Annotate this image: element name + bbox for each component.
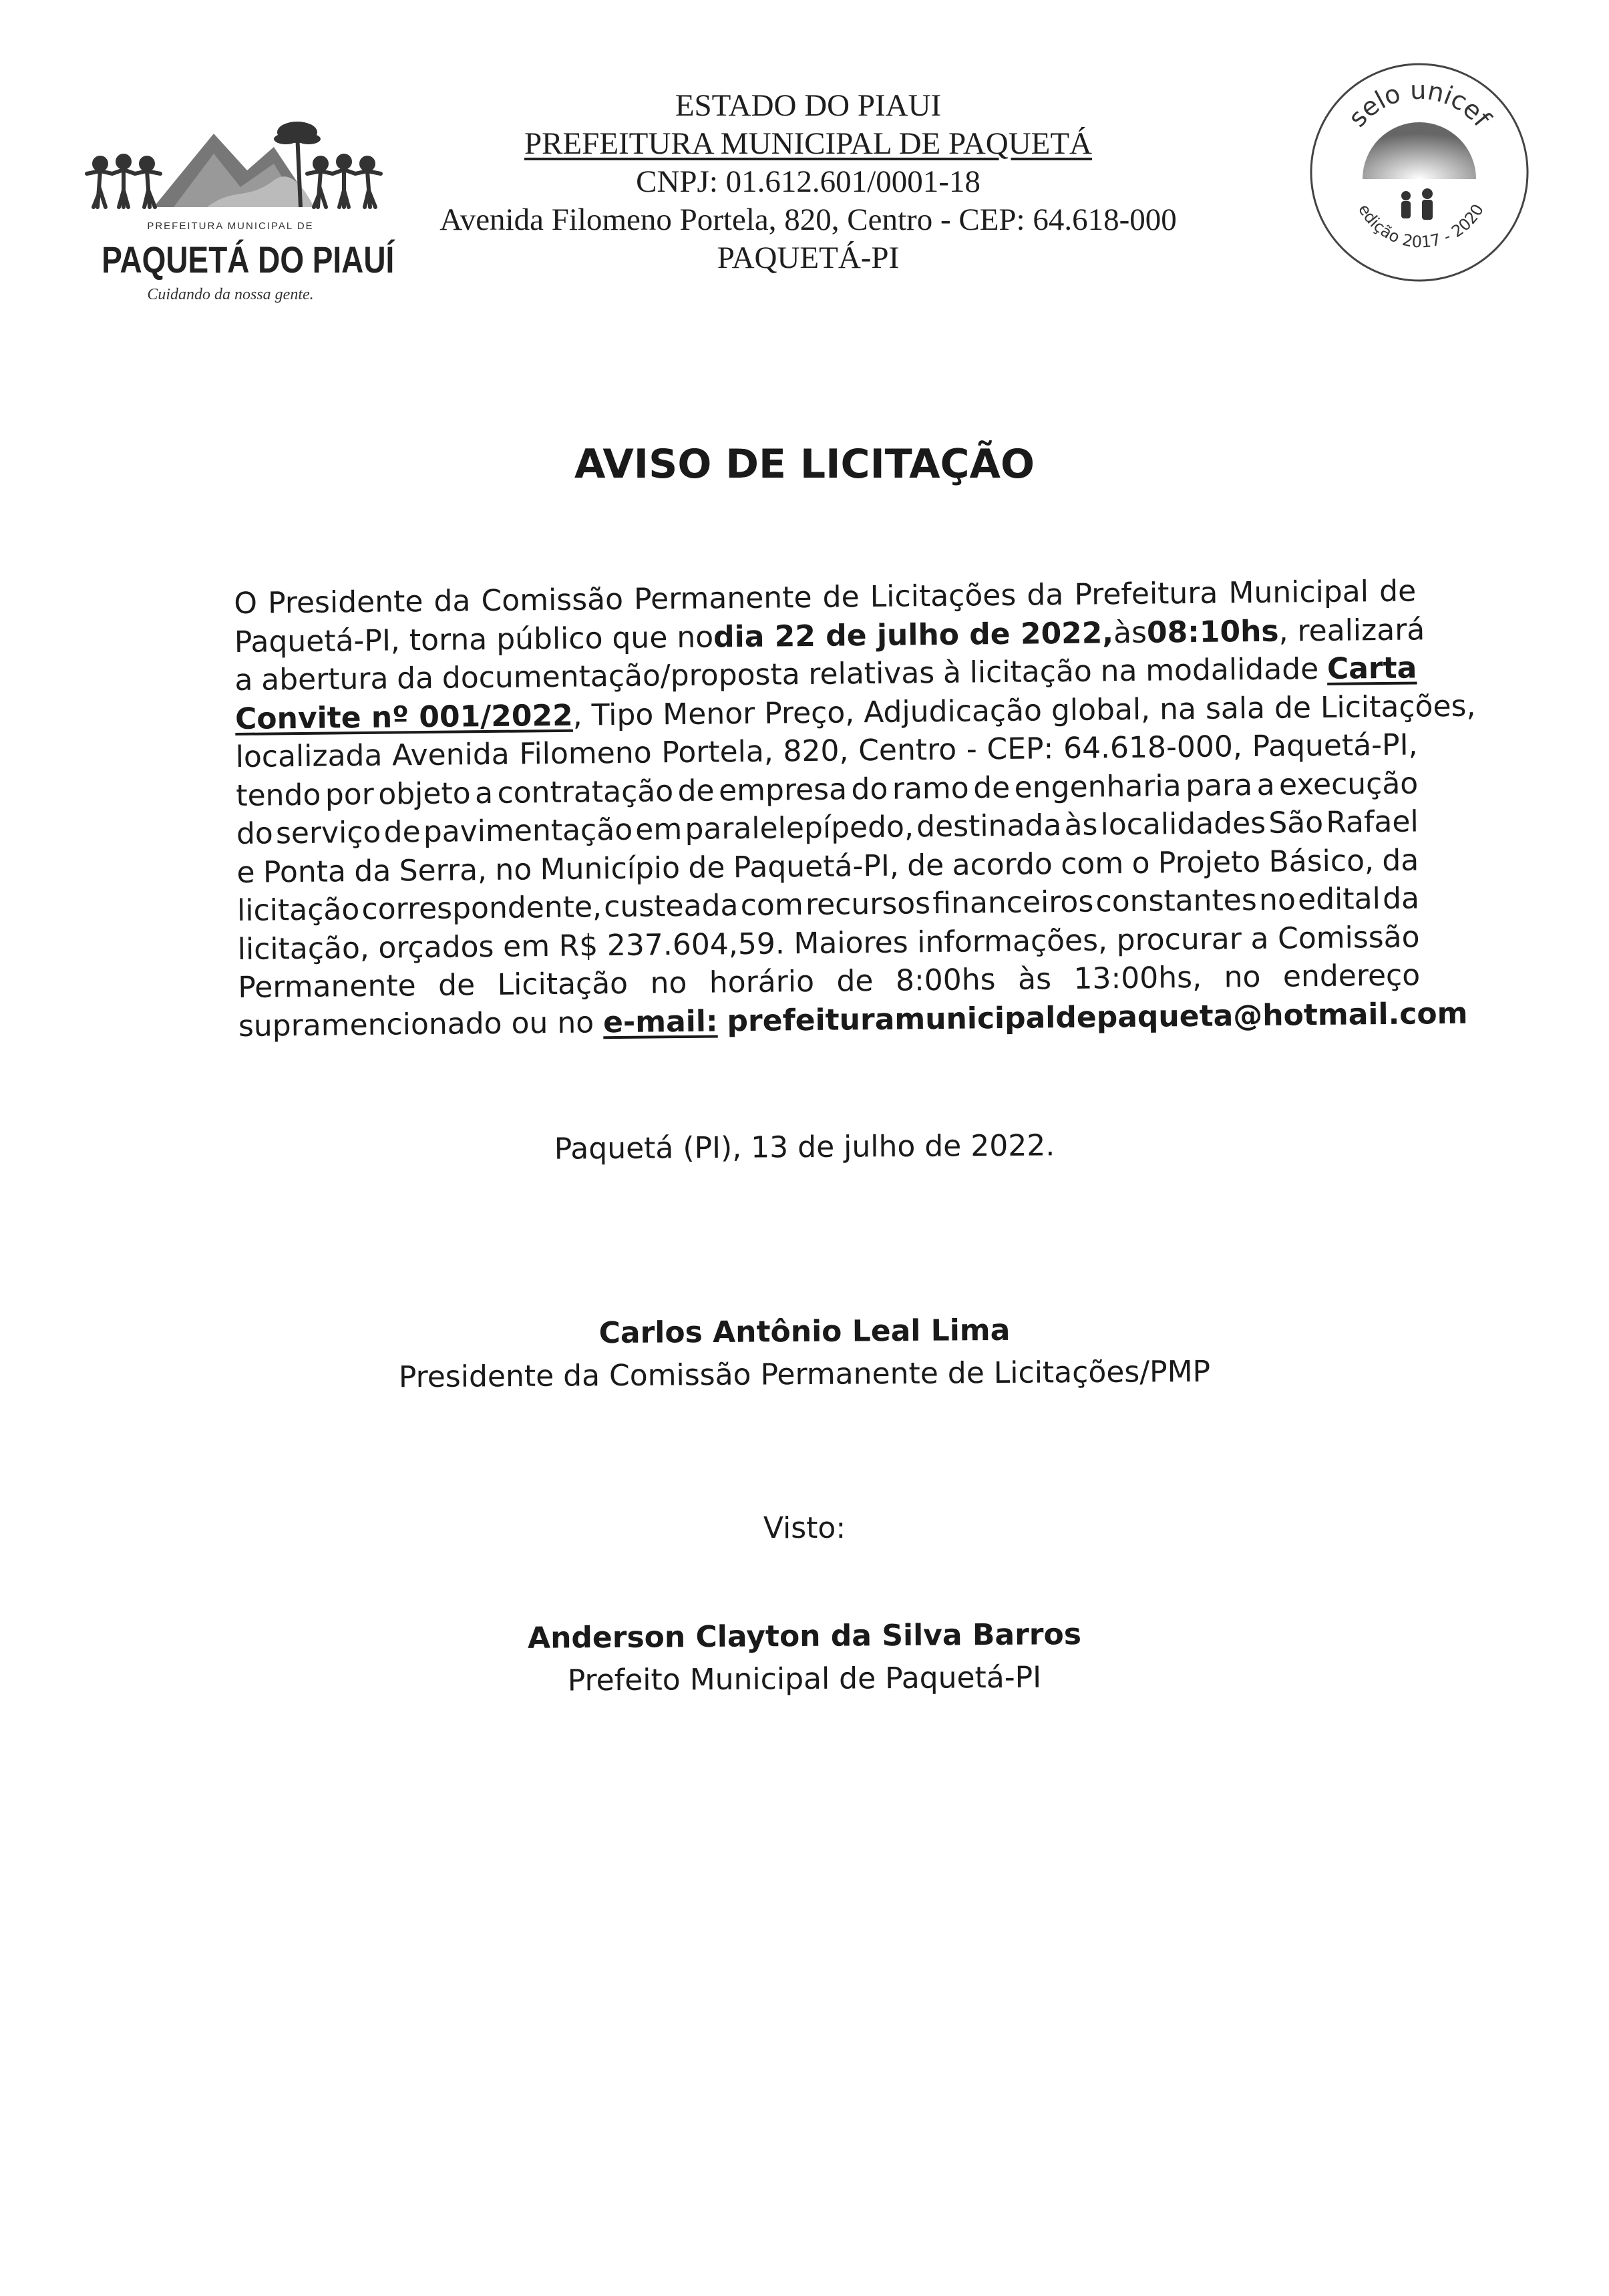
word: localizada	[235, 738, 383, 774]
word: 8:00hs	[895, 963, 996, 998]
word: destinada	[916, 808, 1062, 844]
word: paralelepípedo,	[685, 810, 914, 846]
municipality-logo	[73, 107, 395, 321]
mayor-role: Prefeito Municipal de Paquetá-PI	[567, 1660, 1042, 1698]
logo-small-text: PREFEITURA MUNICIPAL DE	[147, 220, 314, 232]
word: modalidade	[1145, 652, 1319, 688]
word: Comissão	[481, 582, 624, 619]
word: recursos	[805, 886, 931, 923]
header-prefecture: PREFEITURA MUNICIPAL DE PAQUETÁ	[524, 126, 1093, 161]
word: Paquetá-PI,	[733, 848, 900, 884]
word: Permanente	[238, 969, 416, 1005]
word: Centro	[858, 732, 957, 768]
word: a	[1256, 768, 1275, 802]
word: Ponta	[262, 854, 347, 890]
word: da	[1382, 842, 1419, 878]
word: da	[1027, 577, 1064, 613]
word: -	[966, 732, 978, 767]
text-segment: Paquetá-PI, torna público que no	[234, 619, 714, 659]
word: Rafael	[1326, 804, 1419, 840]
word: O	[234, 586, 258, 621]
word: engenharia	[1014, 768, 1182, 805]
word: à	[942, 655, 962, 690]
word: Básico,	[1268, 843, 1375, 879]
seal-badge-icon	[1306, 59, 1533, 286]
word: tendo	[236, 778, 321, 813]
word: Comissão	[1277, 919, 1420, 956]
word: da	[1382, 881, 1420, 917]
word: do	[851, 772, 888, 806]
modality-emphasis: Carta	[1326, 651, 1417, 686]
word: horário	[709, 964, 815, 1000]
word: com	[740, 888, 803, 923]
word: serviço	[275, 815, 381, 851]
text-segment: , realizará	[1278, 612, 1425, 649]
word: correspondente,	[361, 890, 602, 927]
word: de	[677, 773, 715, 808]
seal-top-text: selo unicef	[1342, 75, 1497, 133]
logo-slogan: Cuidando da nossa gente.	[147, 286, 314, 303]
word: de	[972, 770, 1011, 805]
word: execução	[1278, 766, 1419, 802]
text-segment: às	[1113, 615, 1147, 650]
document-title: AVISO DE LICITAÇÃO	[574, 441, 1035, 488]
word: ramo	[892, 770, 969, 806]
word: às	[1017, 962, 1052, 997]
word: abertura	[260, 661, 389, 697]
word: para	[1185, 768, 1253, 803]
seal-bottom-text: edição 2017 - 2020	[1354, 200, 1488, 252]
word: R$	[558, 928, 598, 963]
word: da	[396, 661, 434, 696]
word: a	[234, 663, 253, 697]
word: financeiros	[932, 884, 1094, 921]
unicef-seal	[1306, 59, 1533, 286]
word: no	[495, 852, 532, 887]
mayor-name: Anderson Clayton da Silva Barros	[527, 1617, 1082, 1655]
word: por	[325, 777, 375, 812]
header-cnpj: CNPJ: 01.612.601/0001-18	[636, 164, 980, 199]
header-city: PAQUETÁ-PI	[717, 240, 900, 275]
word: contratação	[497, 774, 674, 810]
word: Licitação	[497, 966, 629, 1002]
word: em	[502, 929, 550, 964]
word: Paquetá-PI,	[1252, 727, 1418, 764]
notice-paragraph	[234, 572, 1476, 1045]
signer-name: Carlos Antônio Leal Lima	[598, 1313, 1011, 1351]
word: licitação	[969, 654, 1093, 690]
word: da	[354, 854, 391, 888]
modality-emphasis: Convite nº 001/2022	[234, 698, 573, 736]
word: às	[1064, 808, 1098, 842]
word: de	[836, 964, 874, 999]
word: a	[474, 776, 494, 810]
word: a	[1250, 921, 1269, 956]
signer-role: Presidente da Comissão Permanente de Licitações/PMP	[398, 1354, 1211, 1395]
email-label: e-mail:	[602, 1003, 718, 1039]
word: custeada	[603, 888, 739, 925]
word: relativas	[808, 656, 935, 691]
word: procurar	[1116, 921, 1242, 957]
logo-name: PAQUETÁ DO PIAUÍ	[102, 238, 395, 281]
word: Projeto	[1157, 844, 1261, 880]
word: endereço	[1282, 958, 1421, 994]
word: Permanente	[633, 580, 812, 617]
word: da	[433, 584, 471, 619]
word: empresa	[718, 772, 848, 808]
word: constantes	[1095, 882, 1258, 919]
word: 13:00hs,	[1073, 960, 1202, 996]
header-state: ESTADO DO PIAUI	[675, 88, 942, 123]
word: licitação	[236, 892, 360, 928]
date-line: Paquetá (PI), 13 de julho de 2022.	[554, 1128, 1055, 1166]
word: com	[1060, 846, 1124, 881]
email-address[interactable]: prefeituramunicipaldepaqueta@hotmail.com	[727, 996, 1468, 1038]
header-address: Avenida Filomeno Portela, 820, Centro - CEP: 64.618-000	[439, 202, 1177, 237]
word: do	[236, 816, 274, 851]
word: Portela,	[661, 734, 774, 770]
word: Presidente	[267, 585, 423, 621]
word: Municipal	[1228, 575, 1369, 611]
word: o	[1131, 846, 1150, 880]
word: localidades	[1100, 806, 1266, 842]
word: de	[822, 580, 860, 615]
word: 64.618-000,	[1063, 729, 1243, 766]
text-segment: supramencionado ou no	[238, 1005, 594, 1043]
word: 820,	[783, 733, 849, 769]
word: Prefeitura	[1074, 576, 1218, 612]
letterhead	[414, 87, 1202, 277]
word: de	[1379, 574, 1417, 609]
word: 237.604,59.	[606, 926, 785, 963]
word: Filomeno	[519, 735, 652, 772]
visto-label: Visto:	[763, 1511, 846, 1545]
word: em	[635, 812, 683, 847]
word: de	[906, 848, 944, 882]
word: São	[1268, 805, 1324, 840]
word: orçados	[378, 929, 494, 965]
word: pavimentação	[423, 812, 633, 850]
word: informações,	[916, 923, 1108, 959]
word: de	[437, 968, 476, 1003]
word: documentação/proposta	[441, 657, 800, 695]
word: Município	[540, 850, 681, 886]
word: CEP:	[987, 731, 1054, 767]
word: Licitações	[870, 578, 1017, 615]
word: edital	[1297, 882, 1381, 917]
word: no	[650, 965, 687, 1001]
word: e	[236, 855, 255, 890]
word: licitação,	[237, 931, 370, 967]
logo-emblem-icon	[73, 107, 387, 220]
word: Serra,	[399, 852, 488, 888]
date-emphasis: dia 22 de julho de 2022,	[713, 615, 1114, 654]
word: Maiores	[793, 925, 908, 961]
word: de	[383, 815, 421, 850]
word: no	[1258, 882, 1296, 917]
text-segment: , Tipo Menor Preço, Adjudicação global, na sala de Licitações,	[572, 689, 1476, 733]
word: acordo	[952, 846, 1053, 882]
time-emphasis: 08:10hs	[1146, 614, 1279, 650]
word: no	[1224, 959, 1261, 995]
word: objeto	[378, 776, 471, 812]
svg-text:edição 2017 - 2020	[1355, 201, 1487, 252]
word: de	[688, 850, 725, 885]
word: na	[1100, 653, 1137, 689]
word: Avenida	[391, 737, 510, 773]
